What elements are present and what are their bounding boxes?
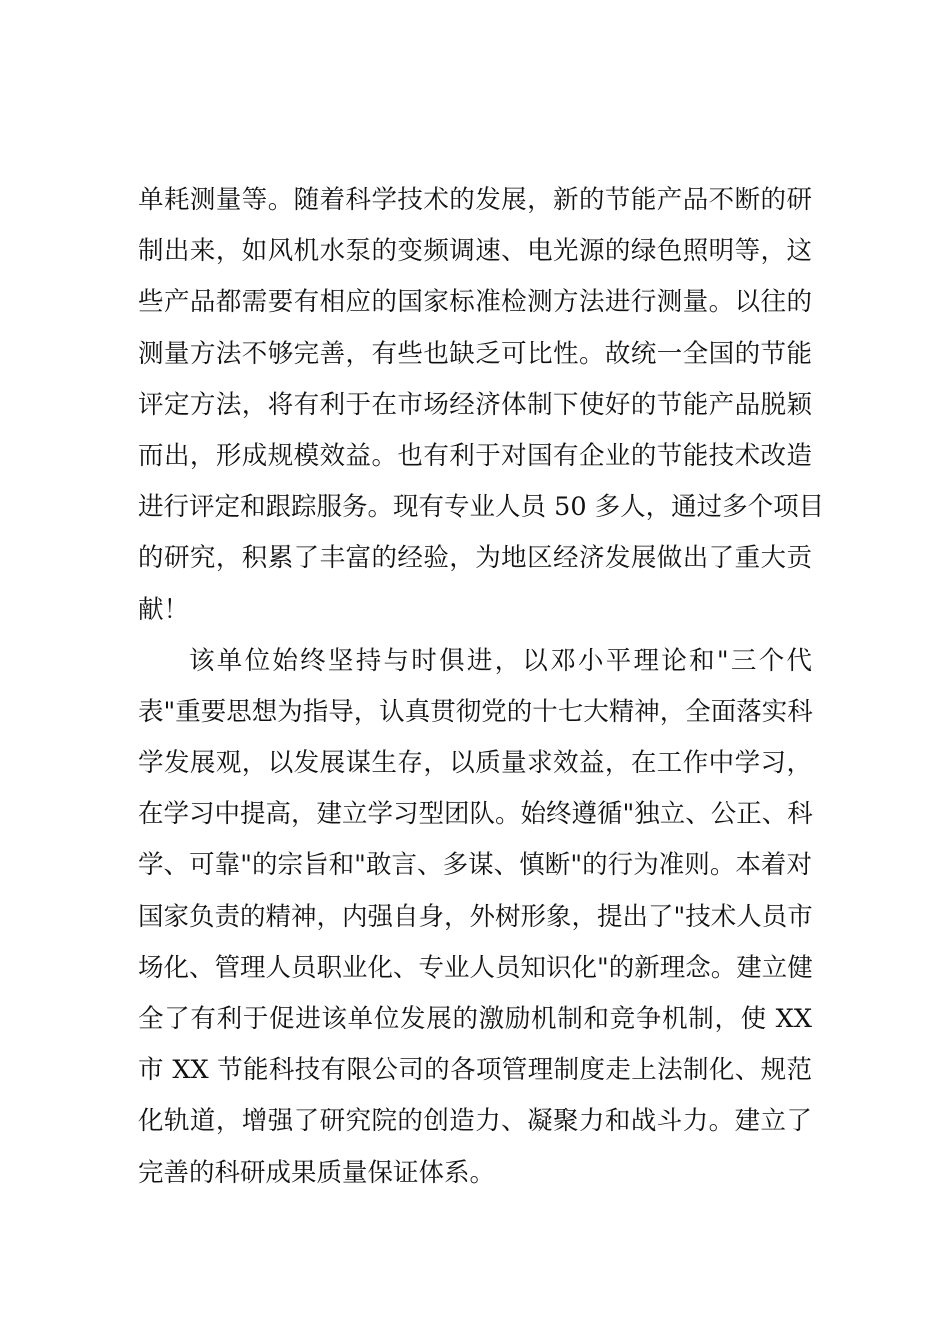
paragraph-2 xyxy=(138,636,812,1199)
paragraph-line: 在学习中提高，建立学习型团队。始终遵循"独立、公正、科 xyxy=(138,799,813,830)
paragraph-line: 进行评定和跟踪服务。现有专业人员 50 多人，通过多个项目 xyxy=(138,492,825,523)
paragraph-line: 测量方法不够完善，有些也缺乏可比性。故统一全国的节能 xyxy=(138,338,812,369)
paragraph-line: 完善的科研成果质量保证体系。 xyxy=(138,1157,496,1188)
paragraph-line: 该单位始终坚持与时俱进，以邓小平理论和"三个代 xyxy=(189,645,812,676)
document-body xyxy=(138,175,825,1199)
paragraph-line: 场化、管理人员职业化、专业人员知识化"的新理念。建立健 xyxy=(138,952,813,983)
paragraph-1 xyxy=(138,175,825,636)
paragraph-line: 单耗测量等。随着科学技术的发展，新的节能产品不断的研 xyxy=(138,185,812,215)
paragraph-line: 献！ xyxy=(138,594,190,625)
paragraph-line: 评定方法，将有利于在市场经济体制下使好的节能产品脱颖 xyxy=(138,389,812,420)
paragraph-line: 学发展观，以发展谋生存，以质量求效益，在工作中学习， xyxy=(138,748,812,779)
paragraph-line: 的研究，积累了丰富的经验，为地区经济发展做出了重大贡 xyxy=(138,543,812,574)
paragraph-line: 表"重要思想为指导，认真贯彻党的十七大精神，全面落实科 xyxy=(138,696,813,727)
paragraph-line: 制出来，如风机水泵的变频调速、电光源的绿色照明等，这 xyxy=(138,236,812,267)
paragraph-line: 国家负责的精神，内强自身，外树形象，提出了"技术人员市 xyxy=(138,901,813,932)
paragraph-line: 市 XX 节能科技有限公司的各项管理制度走上法制化、规范 xyxy=(138,1055,812,1086)
paragraph-line: 化轨道，增强了研究院的创造力、凝聚力和战斗力。建立了 xyxy=(138,1106,812,1137)
paragraph-line: 而出，形成规模效益。也有利于对国有企业的节能技术改造 xyxy=(138,440,812,471)
paragraph-line: 全了有利于促进该单位发展的激励机制和竞争机制，使 XX xyxy=(138,1004,812,1034)
paragraph-line: 些产品都需要有相应的国家标准检测方法进行测量。以往的 xyxy=(138,287,812,318)
paragraph-line: 学、可靠"的宗旨和"敢言、多谋、慎断"的行为准则。本着对 xyxy=(138,850,812,881)
